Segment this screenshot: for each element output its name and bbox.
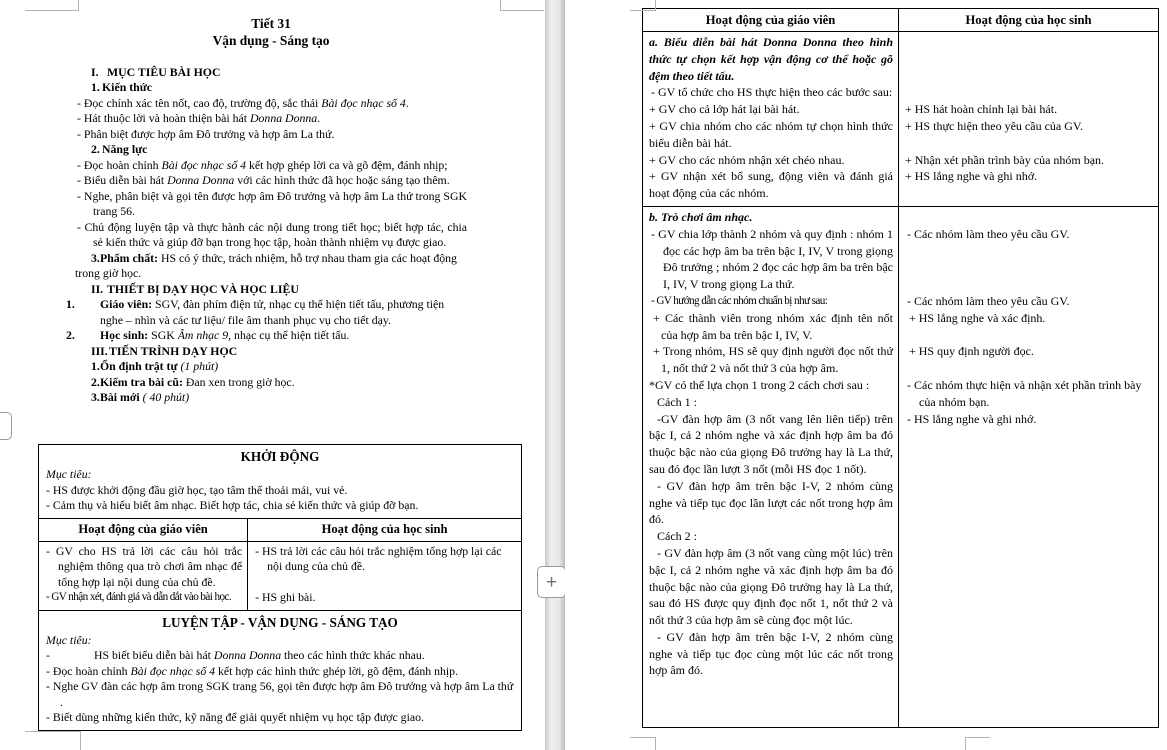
paragraph xyxy=(649,478,893,528)
paragraph xyxy=(905,293,1153,310)
text-run: - Đọc hoàn chỉnh xyxy=(77,157,162,172)
text-run: - GV đàn hợp âm (3 nốt vang cùng một lúc) trên bậc I, cả 2 nhóm nghe và xác định hợp âm ba đó thuộc bậc nào của giọng Đô trưởng hay là La thứ, sau đó HS được quy định đọc nốt 1, nốt thứ 2 và nốt thứ 3 của hợp âm sẽ cùng đọc một lúc. xyxy=(649,545,893,628)
paragraph xyxy=(75,96,467,112)
paragraph xyxy=(649,84,893,101)
corner-mark xyxy=(630,10,656,11)
text-run: Bài đọc nhạc số 4 xyxy=(321,95,406,110)
text-run: + Trong nhóm, HS sẽ quy định người đọc nốt thứ 1, nốt thứ 2 và nốt thứ 3 của hợp âm. xyxy=(653,344,893,376)
text-run: + GV chia nhóm cho các nhóm tự chọn hình thức biểu diễn bài hát. xyxy=(649,118,893,150)
paragraph xyxy=(75,173,467,189)
main-activity-table xyxy=(642,8,1159,728)
text-run: - Các nhóm thực hiện và nhận xét phần trình bày của nhóm bạn. xyxy=(907,377,1142,409)
warmup-body-row xyxy=(39,542,521,610)
text-run: I. xyxy=(91,64,99,79)
section-b-teacher-cell xyxy=(643,207,899,727)
text-run: + GV cho cả lớp hát lại bài hát. xyxy=(649,102,800,117)
paragraph xyxy=(46,648,514,664)
practice-table xyxy=(38,610,522,731)
text-run: - GV chia lớp thành 2 nhóm và quy định : nhóm 1 đọc các hợp âm ba trên bậc I, IV, V trong giọng Đô trưởng ; nhóm 2 đọc các hợp âm ba trên bậc I, IV, V trong giọng La thứ. xyxy=(651,226,893,292)
text-run: - Phân biệt được hợp âm Đô trưởng và hợp âm La thứ. xyxy=(77,126,335,141)
paragraph xyxy=(649,411,893,478)
text-run: Phẩm chất: xyxy=(100,250,158,265)
corner-mark xyxy=(500,10,544,11)
blank-line xyxy=(905,360,1153,377)
corner-mark xyxy=(965,737,966,750)
blank-line xyxy=(905,276,1153,293)
paragraph xyxy=(905,226,1153,243)
text-run: - Cảm thụ và hiểu biết âm nhạc. Biết hợp tác, chia sẻ kiến thức và giúp đỡ bạn. xyxy=(46,498,419,512)
text-run: . xyxy=(405,95,409,110)
text-run: - Các nhóm làm theo yêu cầu GV. xyxy=(907,226,1070,241)
paragraph xyxy=(905,101,1153,118)
text-run: - Hát thuộc lời và hoàn thiện bài hát xyxy=(77,111,250,125)
blank-line xyxy=(905,68,1153,85)
corner-mark xyxy=(655,0,656,11)
text-run: + HS thực hiện theo yêu cầu của GV. xyxy=(905,118,1084,133)
text-run: Âm nhạc 9 xyxy=(177,328,229,342)
section-b-student-cell xyxy=(899,207,1158,727)
paragraph xyxy=(649,629,893,679)
text-run: 3. xyxy=(91,250,100,265)
text-run: THIẾT BỊ DẠY HỌC VÀ HỌC LIỆU xyxy=(107,281,299,296)
corner-mark xyxy=(78,0,79,11)
blank-line xyxy=(905,209,1153,226)
section-a-row xyxy=(643,32,1158,207)
edge-button-partial[interactable] xyxy=(0,412,12,440)
paragraph xyxy=(905,152,1153,169)
blank-line xyxy=(905,243,1153,260)
text-run: với các hình thức đã học hoặc sáng tạo thêm. xyxy=(234,173,450,187)
text-run: + HS hát hoàn chỉnh lại bài hát. xyxy=(905,102,1058,117)
text-run: . xyxy=(317,111,321,125)
text-run: - GV đàn hợp âm trên bậc I-V, 2 nhóm cùng nghe và tiếp tục đọc cùng một lúc các nốt trong hợp âm đó. xyxy=(649,629,893,678)
warmup-objectives xyxy=(46,467,514,514)
blank-line xyxy=(905,34,1153,51)
warmup-title: KHỞI ĐỘNG xyxy=(240,449,320,464)
text-run: Giáo viên: xyxy=(100,297,153,311)
paragraph xyxy=(75,80,467,96)
text-run: 3. xyxy=(91,390,100,404)
corner-mark xyxy=(655,737,656,750)
text-run: Đan xen trong giờ học. xyxy=(182,374,295,389)
text-run: Năng lực xyxy=(102,142,148,156)
text-run: + HS quy định người đọc. xyxy=(909,344,1034,359)
text-run: SGV, đàn phím điện tử, nhạc cụ thể hiện tiết tấu, phương tiện nghe – nhìn và các tư liệu/ file âm thanh phục vụ cho tiết dạy. xyxy=(100,297,445,327)
paragraph xyxy=(66,328,467,344)
text-run: - GV nhận xét, đánh giá và dẫn dắt vào bài học. xyxy=(46,591,232,603)
blank-line xyxy=(75,49,467,65)
text-run: 1. xyxy=(66,297,75,311)
text-run: Donna Donna xyxy=(250,111,318,125)
paragraph xyxy=(649,209,893,226)
paragraph xyxy=(254,590,516,606)
text-run: -GV đàn hợp âm (3 nốt vang lên liên tiếp) trên bậc I, cả 2 nhóm nghe và xác định hợp âm ba đó thuộc bậc nào của giọng Đô trưởng hay là La thứ, sau đó đọc lần lượt 3 nốt (mỗi HS đọc 1 nốt). xyxy=(649,411,893,476)
paragraph xyxy=(649,101,893,118)
text-run: *GV có thể lựa chọn 1 trong 2 cách chơi sau : xyxy=(649,377,870,392)
paragraph xyxy=(905,168,1153,185)
text-run: Ổn định trật tự xyxy=(100,359,181,373)
paragraph xyxy=(905,310,1153,327)
paragraph xyxy=(75,390,467,406)
blank-line xyxy=(905,84,1153,101)
warmup-objective-cell xyxy=(39,445,521,518)
text-run: - xyxy=(46,648,50,662)
paragraph xyxy=(75,158,467,174)
text-run: Kiểm tra bài cũ: xyxy=(100,374,183,389)
text-run: Donna Donna xyxy=(167,173,235,187)
main-header-row xyxy=(643,9,1158,32)
text-run: - Đọc chính xác tên nốt, cao độ, trường độ, sắc thái xyxy=(77,95,322,110)
corner-mark xyxy=(25,731,81,732)
paragraph xyxy=(46,664,514,680)
blank-line xyxy=(905,327,1153,344)
left-page-tables xyxy=(38,444,522,731)
paragraph xyxy=(75,65,467,81)
blank-line xyxy=(905,51,1153,68)
paragraph xyxy=(75,15,467,32)
text-run: Bài đọc nhạc số 4 xyxy=(130,663,216,678)
paragraph xyxy=(649,34,893,84)
text-run: MỤC TIÊU BÀI HỌC xyxy=(107,64,221,79)
text-run: Mục tiêu: xyxy=(46,467,92,481)
section-b-row xyxy=(643,207,1158,727)
text-run: + GV cho các nhóm nhận xét chéo nhau. xyxy=(649,152,845,167)
text-run: 2. xyxy=(66,328,75,342)
text-run: + GV nhận xét bổ sung, động viên và đánh giá hoạt động của các nhóm. xyxy=(649,169,893,201)
text-run: b. Trò chơi âm nhạc. xyxy=(649,209,753,224)
paragraph xyxy=(905,118,1153,135)
paragraph xyxy=(75,32,467,49)
paragraph xyxy=(75,189,467,220)
paragraph xyxy=(649,545,893,629)
paragraph xyxy=(46,679,514,710)
practice-objectives xyxy=(46,633,514,726)
paragraph xyxy=(75,111,467,127)
activity-col-header-student: Hoạt động của học sinh xyxy=(965,12,1092,27)
text-run: - Đọc hoàn chỉnh xyxy=(46,663,131,678)
text-run: 2. xyxy=(91,142,100,156)
text-run: - GV cho HS trả lời các câu hỏi trắc nghiệm thông qua trò chơi âm nhạc để tổng hợp lại nội dung của chủ đề. xyxy=(46,543,243,589)
warmup-header-row xyxy=(39,518,521,542)
text-run: Donna Donna xyxy=(213,648,282,662)
paragraph xyxy=(75,282,467,298)
text-run: + Các thành viên trong nhóm xác định tên nốt của hợp âm ba trên bậc I, IV, V. xyxy=(653,310,893,342)
corner-mark xyxy=(500,0,501,11)
paragraph xyxy=(649,310,893,344)
paragraph xyxy=(75,359,467,375)
text-run: - HS trả lời các câu hỏi trắc nghiệm tổng hợp lại các nội dung của chủ đề. xyxy=(255,543,502,573)
text-run: - Biểu diễn bài hát xyxy=(77,173,168,187)
text-run: HS biết biểu diễn bài hát xyxy=(94,648,214,662)
page-left xyxy=(0,0,545,750)
activity-col-header-teacher: Hoạt động của giáo viên xyxy=(643,9,899,31)
paragraph xyxy=(649,226,893,293)
activity-col-header-teacher: Hoạt động của giáo viên xyxy=(39,519,248,541)
paragraph xyxy=(45,544,242,591)
paragraph xyxy=(46,483,514,499)
paragraph xyxy=(649,118,893,152)
text-run: 1. xyxy=(91,80,100,94)
lesson-body xyxy=(66,15,467,406)
paragraph xyxy=(66,297,467,328)
pages-split-scrollbar[interactable] xyxy=(545,0,565,750)
practice-objective-cell xyxy=(39,611,521,730)
text-run: - Nghe, phân biệt và gọi tên được hợp âm Đô trưởng và hợp âm La thứ trong SGK trang 56. xyxy=(77,188,467,218)
paragraph xyxy=(46,467,514,483)
text-run: - HS lắng nghe và ghi nhớ. xyxy=(907,411,1037,426)
text-run: Học sinh: xyxy=(100,328,149,342)
paragraph xyxy=(649,168,893,202)
text-run: Bài mới xyxy=(100,390,143,404)
paragraph xyxy=(905,343,1153,360)
text-run: + HS lắng nghe và xác định. xyxy=(909,310,1046,325)
blank-line xyxy=(905,135,1153,152)
blank-line xyxy=(905,259,1153,276)
text-run: Vận dụng - Sáng tạo xyxy=(212,33,330,48)
section-a-teacher-cell xyxy=(643,32,899,206)
warmup-teacher-cell xyxy=(39,542,248,610)
text-run: Bài đọc nhạc số 4 xyxy=(161,157,247,172)
blank-line xyxy=(254,575,516,591)
practice-title: LUYỆN TẬP - VẬN DỤNG - SÁNG TẠO xyxy=(162,614,398,630)
paragraph xyxy=(75,127,467,143)
text-run: kết hợp các hình thức ghép lời, gõ đệm, đánh nhịp. xyxy=(215,663,459,678)
text-run: theo các hình thức khác nhau. xyxy=(281,648,425,662)
text-run: - GV đàn hợp âm trên bậc I-V, 2 nhóm cùng nghe và tiếp tục đọc lần lượt các nốt trong hợp âm đó. xyxy=(649,478,893,527)
text-run: II. xyxy=(91,281,104,296)
paragraph xyxy=(75,220,467,251)
corner-mark xyxy=(25,10,79,11)
zoom-in-button[interactable]: + xyxy=(537,566,566,598)
paragraph xyxy=(649,394,893,411)
text-run: - GV hướng dẫn các nhóm chuẩn bị như sau: xyxy=(651,294,828,307)
text-run: (1 phút) xyxy=(180,359,219,373)
text-run: + Nhận xét phần trình bày của nhóm bạn. xyxy=(905,152,1105,167)
text-run: Cách 2 : xyxy=(657,529,697,544)
text-run: , nhạc cụ thể hiện tiết tấu. xyxy=(228,328,350,342)
paragraph xyxy=(75,344,467,360)
text-run: 1. xyxy=(91,359,100,373)
text-run: III. xyxy=(91,343,108,358)
text-run: - Nghe GV đàn các hợp âm trong SGK trang 56, gọi tên được hợp âm Đô trưởng và hợp âm La thứ . xyxy=(46,679,514,709)
text-run: + HS lắng nghe và ghi nhớ. xyxy=(905,169,1038,184)
paragraph xyxy=(46,498,514,514)
text-run: Kiến thức xyxy=(102,80,153,94)
text-run: - Chủ động luyện tập và thực hành các nội dung trong tiết học; biết hợp tác, chia sẻ kiến thức và giúp đỡ bạn trong học tập, hoàn thành nhiệm vụ được giao. xyxy=(77,219,467,249)
corner-mark xyxy=(80,731,81,750)
paragraph xyxy=(254,544,516,575)
activity-col-header-student: Hoạt động của học sinh xyxy=(321,521,448,536)
text-run: kết hợp ghép lời ca và gõ đệm, đánh nhịp; xyxy=(246,157,448,172)
corner-mark xyxy=(630,737,656,738)
paragraph xyxy=(45,590,242,606)
paragraph xyxy=(649,528,893,545)
text-run: SGK xyxy=(148,328,178,342)
warmup-table xyxy=(38,444,522,611)
text-run: - Các nhóm làm theo yêu cầu GV. xyxy=(907,293,1070,308)
text-run: Cách 1 : xyxy=(657,394,697,409)
paragraph xyxy=(46,710,514,726)
text-run: - Biết dùng những kiến thức, kỹ năng để giải quyết nhiệm vụ học tập được giao. xyxy=(46,710,424,724)
paragraph xyxy=(46,633,514,649)
paragraph xyxy=(75,375,467,391)
text-run: a. Biểu diễn bài hát Donna Donna theo hình thức tự chọn kết hợp vận động cơ thể hoặc gõ đệm theo tiết tấu. xyxy=(649,35,893,83)
text-run: Mục tiêu: xyxy=(46,632,92,647)
paragraph xyxy=(75,142,467,158)
text-run: - HS được khởi động đầu giờ học, tạo tâm thế thoải mái, vui vẻ. xyxy=(46,482,348,497)
page-right xyxy=(565,0,1167,750)
text-run: ( 40 phút) xyxy=(142,390,190,404)
warmup-student-cell xyxy=(248,542,521,610)
paragraph xyxy=(905,377,1153,411)
paragraph xyxy=(649,293,893,310)
text-run: 2. xyxy=(91,374,100,389)
paragraph xyxy=(905,411,1153,428)
paragraph xyxy=(649,377,893,394)
section-a-student-cell xyxy=(899,32,1158,206)
text-run: Tiết 31 xyxy=(251,16,291,31)
paragraph xyxy=(649,152,893,169)
text-run: - GV tổ chức cho HS thực hiện theo các bước sau: xyxy=(651,85,893,100)
paragraph xyxy=(649,343,893,377)
text-run: - HS ghi bài. xyxy=(255,590,316,604)
text-run: HS có ý thức, trách nhiệm, hỗ trợ nhau tham gia các hoạt động trong giờ học. xyxy=(75,250,457,280)
text-run: TIẾN TRÌNH DẠY HỌC xyxy=(109,343,238,358)
corner-mark xyxy=(965,737,990,738)
paragraph xyxy=(75,251,467,282)
